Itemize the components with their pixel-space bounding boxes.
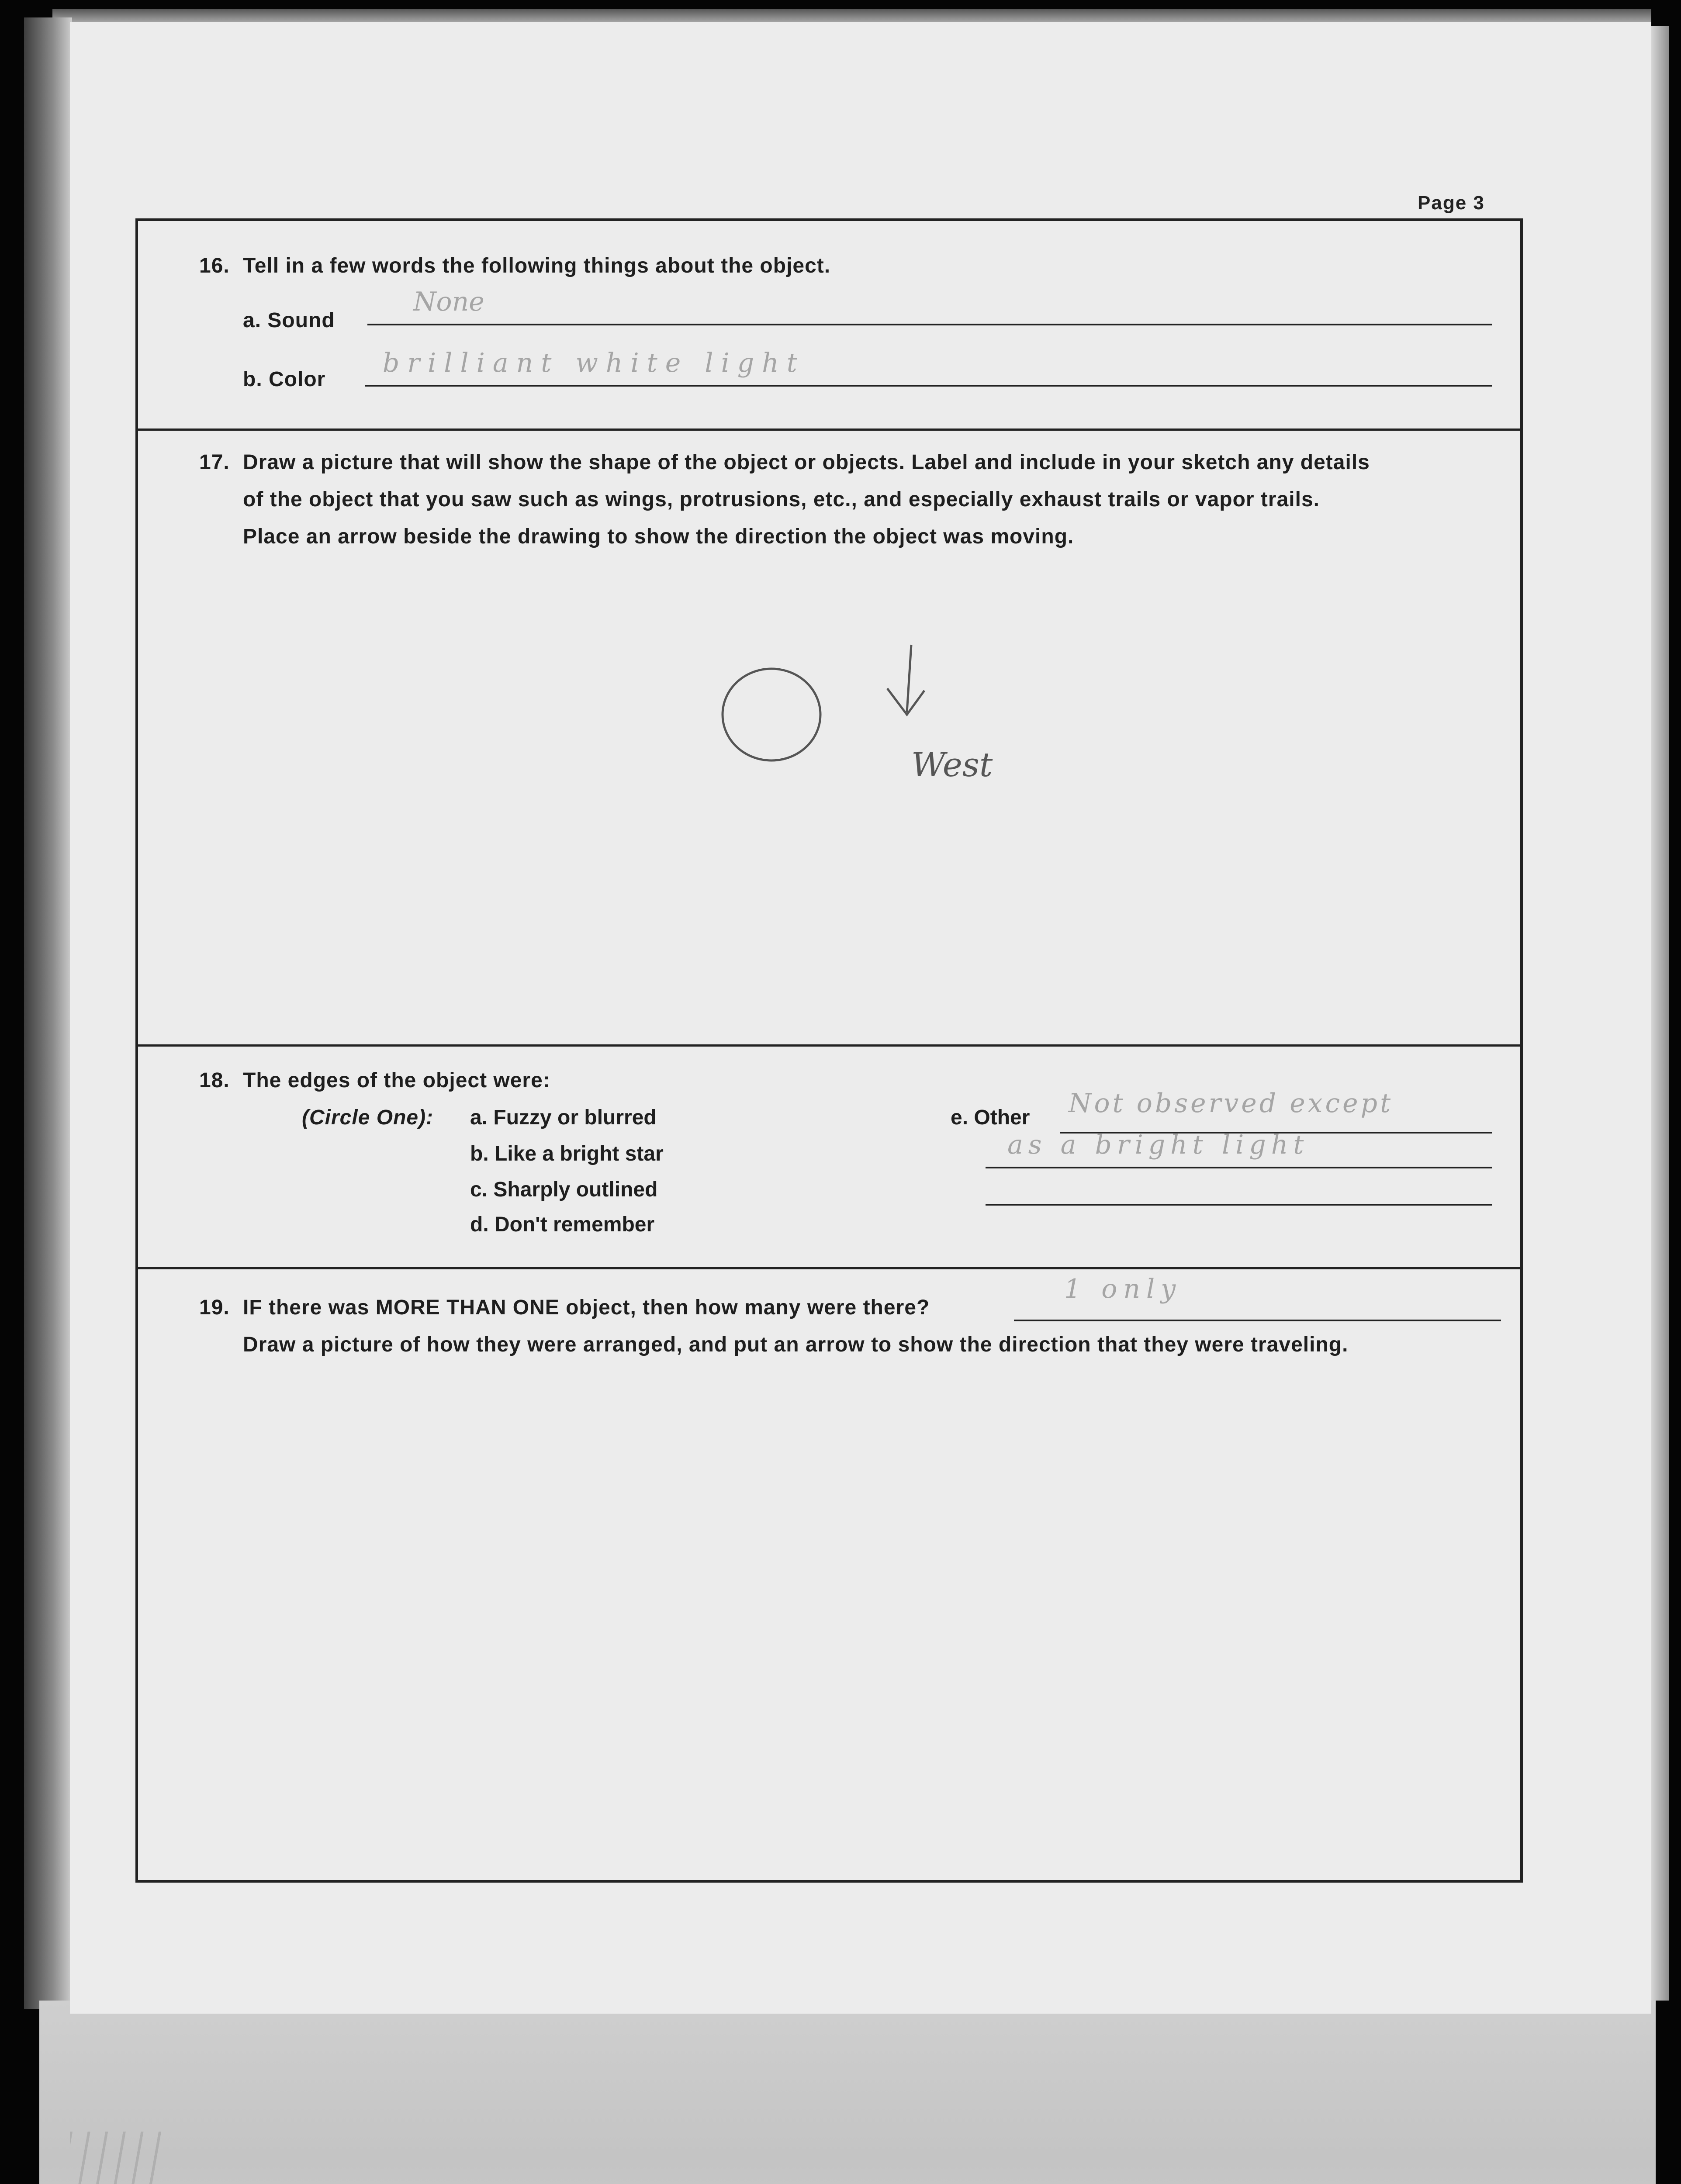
q19-count-line	[1014, 1320, 1501, 1321]
q18-option-d[interactable]: d. Don't remember	[470, 1213, 655, 1236]
q19-line2: Draw a picture of how they were arranged, and put an arrow to show the direction that they were traveling.	[243, 1333, 1349, 1356]
q18-other-answer-2: as a bright light	[1007, 1130, 1309, 1160]
backing-card	[39, 2001, 1656, 2184]
circle-object-drawing	[723, 669, 820, 760]
q16-prompt	[199, 254, 830, 278]
q18-option-b[interactable]: b. Like a bright star	[470, 1142, 664, 1165]
q16-text: Tell in a few words the following things about the object.	[243, 254, 831, 277]
q17-number: 17.	[199, 451, 230, 474]
q18-number: 18.	[199, 1069, 230, 1092]
film-edge-right	[1651, 26, 1669, 2001]
sketch-label-west: West	[911, 745, 993, 784]
q18-text: The edges of the object were:	[243, 1069, 550, 1092]
q16-color-answer: brilliant white light	[383, 348, 805, 378]
q16-sound-label: a. Sound	[243, 309, 335, 332]
q17-line3: Place an arrow beside the drawing to show the direction the object was moving.	[243, 525, 1074, 548]
q16-color-label: b. Color	[243, 368, 326, 391]
page-number: Page 3	[1418, 192, 1485, 214]
questionnaire-box	[135, 218, 1523, 1883]
q18-option-e[interactable]: e. Other	[951, 1106, 1030, 1129]
divider-18-19	[138, 1267, 1520, 1269]
object-sketch	[715, 636, 959, 819]
q17-line1	[199, 450, 1370, 474]
q19-number: 19.	[199, 1296, 230, 1319]
q18-circle-one: (Circle One):	[302, 1106, 434, 1129]
smudge-mark	[70, 2132, 166, 2184]
q16-color-line	[365, 385, 1492, 387]
q17-line2: of the object that you saw such as wings, protrusions, etc., and especially exhaust trails or vapor trails.	[243, 488, 1320, 511]
q16-number: 16.	[199, 254, 230, 277]
q19-line1	[199, 1296, 930, 1320]
q18-other-line-3	[986, 1204, 1492, 1206]
q19-text-1: IF there was MORE THAN ONE object, then how many were there?	[243, 1296, 930, 1319]
q19-count-answer: 1 only	[1064, 1274, 1182, 1304]
film-edge-left	[24, 17, 72, 2009]
divider-16-17	[138, 429, 1520, 431]
q18-other-answer-1: Not observed except	[1069, 1088, 1394, 1119]
q18-option-c[interactable]: c. Sharply outlined	[470, 1178, 658, 1201]
direction-arrow-icon	[887, 645, 924, 715]
q16-sound-line	[367, 324, 1492, 325]
divider-17-18	[138, 1044, 1520, 1047]
q18-other-line-2	[986, 1167, 1492, 1168]
q18-prompt	[199, 1068, 550, 1092]
q18-option-a[interactable]: a. Fuzzy or blurred	[470, 1106, 657, 1129]
q17-text-1: Draw a picture that will show the shape of the object or objects. Label and include in your sketch any details	[243, 451, 1370, 474]
q16-sound-answer: None	[413, 287, 484, 317]
